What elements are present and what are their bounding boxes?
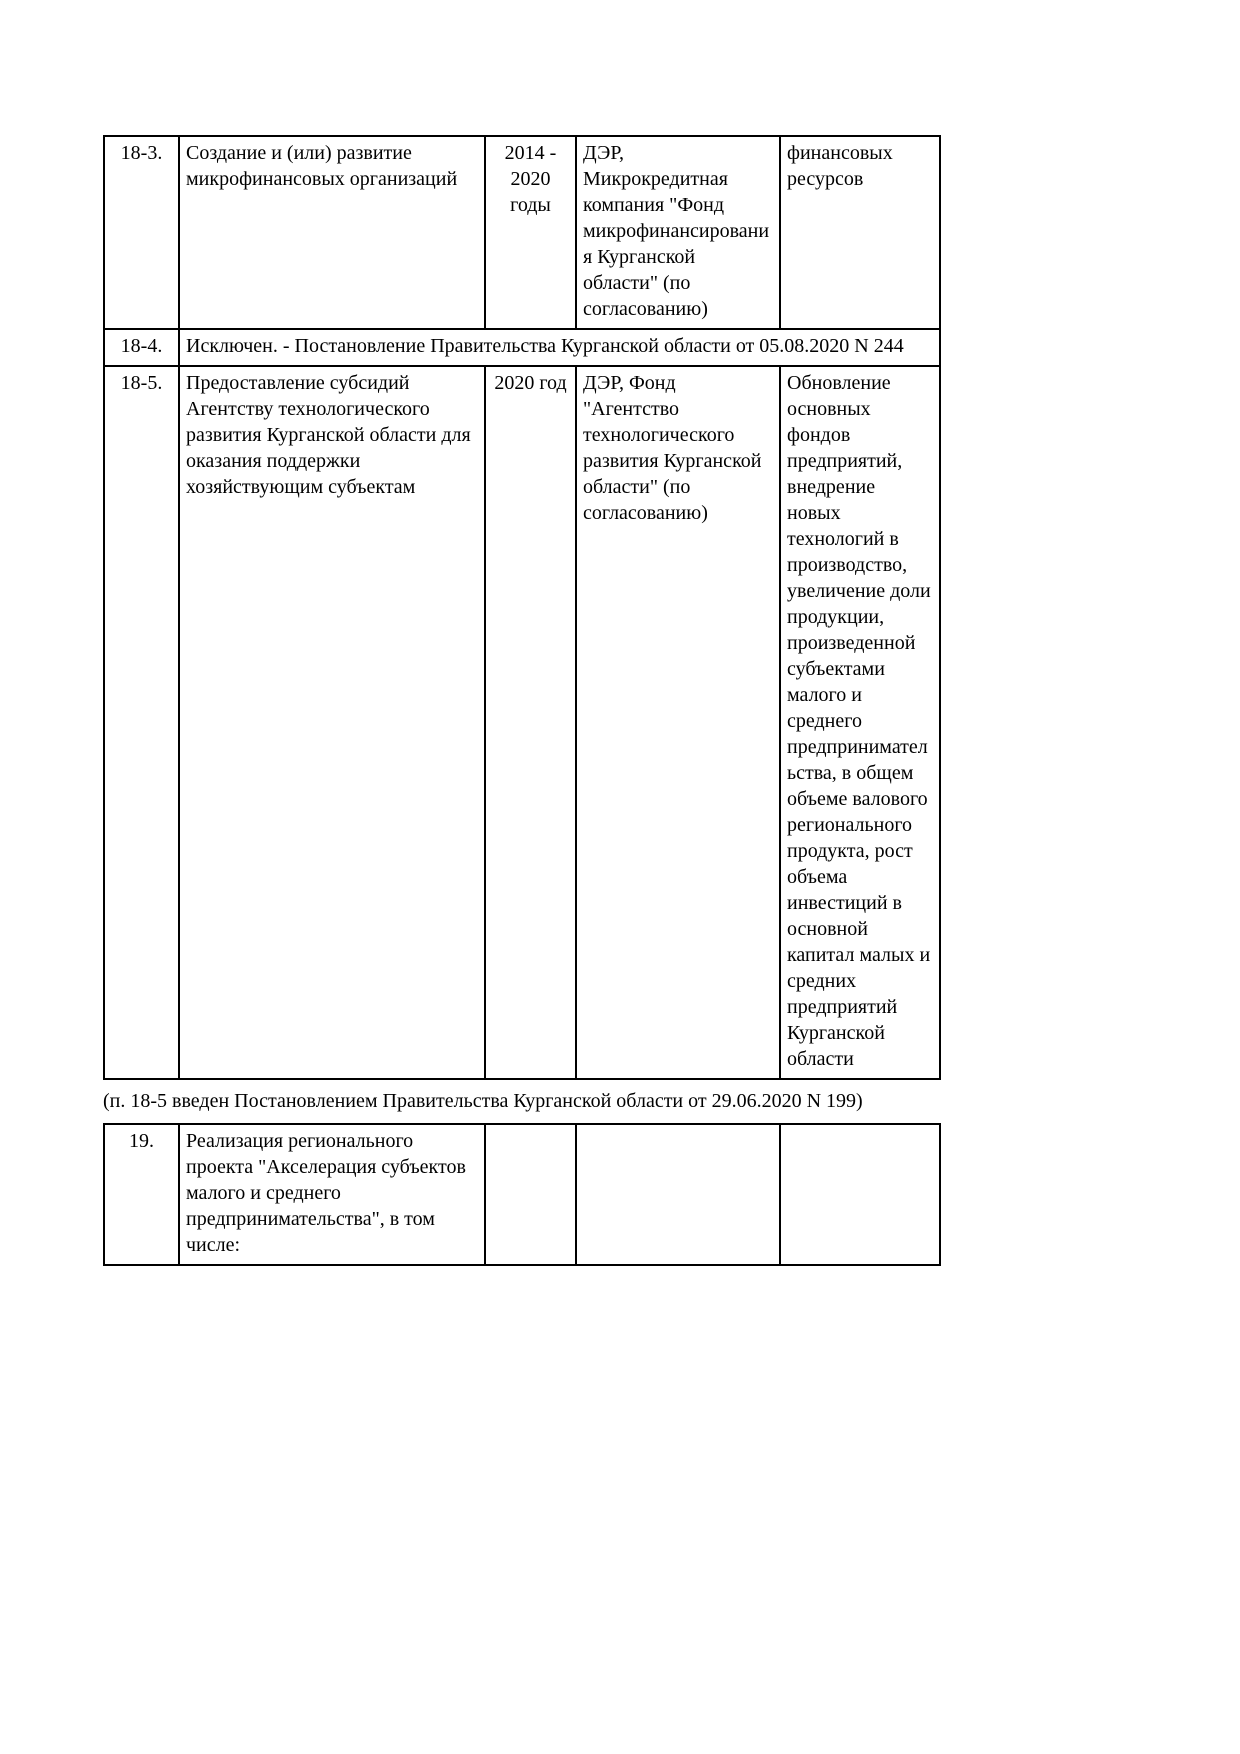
cell-result	[780, 1124, 940, 1265]
cell-result: финансовых ресурсов	[780, 136, 940, 329]
cell-result: Обновление основных фондов предприятий, внедрение новых технологий в производство, увеличение доли продукции, произведенной субъектами малого и среднего предпринимательства, в общем объеме валового регионального продукта, рост объема инвестиций в основной капитал малых и средних предприятий Курганской области	[780, 366, 940, 1079]
cell-executor: ДЭР, Фонд "Агентство технологического развития Курганской области" (по согласованию)	[576, 366, 780, 1079]
amendment-note: (п. 18-5 введен Постановлением Правительства Курганской области от 29.06.2020 N 199)	[103, 1090, 863, 1112]
table-row-18-4	[104, 329, 940, 366]
cell-period: 2014 - 2020 годы	[485, 136, 576, 329]
cell-executor: ДЭР, Микрокредитная компания "Фонд микрофинансирования Курганской области" (по согласованию)	[576, 136, 780, 329]
cell-executor	[576, 1124, 780, 1265]
cell-number: 18-3.	[104, 136, 179, 329]
cell-excluded-text: Исключен. - Постановление Правительства Курганской области от 05.08.2020 N 244	[179, 329, 940, 366]
table-row-18-3	[104, 136, 940, 329]
program-table-upper	[103, 135, 941, 1080]
cell-number: 18-4.	[104, 329, 179, 366]
table-row-18-5	[104, 366, 940, 1079]
cell-period	[485, 1124, 576, 1265]
table-row-19	[104, 1124, 940, 1265]
document-page	[103, 135, 939, 1266]
cell-number: 18-5.	[104, 366, 179, 1079]
cell-activity: Реализация регионального проекта "Акселерация субъектов малого и среднего предпринимательства", в том числе:	[179, 1124, 485, 1265]
cell-number: 19.	[104, 1124, 179, 1265]
cell-period: 2020 год	[485, 366, 576, 1079]
cell-activity: Создание и (или) развитие микрофинансовых организаций	[179, 136, 485, 329]
cell-activity: Предоставление субсидий Агентству технологического развития Курганской области для оказания поддержки хозяйствующим субъектам	[179, 366, 485, 1079]
program-table-lower	[103, 1123, 941, 1266]
